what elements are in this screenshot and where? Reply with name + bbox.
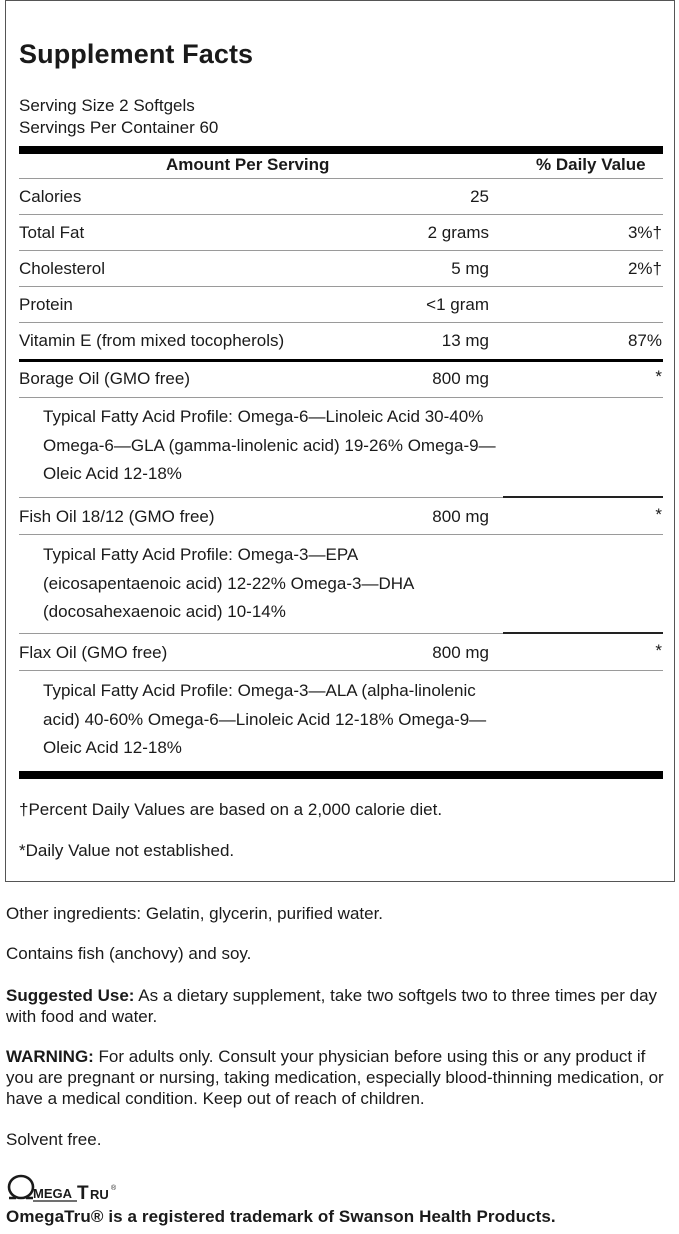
svg-text:®: ® <box>111 1185 117 1192</box>
divider <box>19 178 663 179</box>
ingredient-daily-value: * <box>655 505 662 524</box>
daily-value-footnote: †Percent Daily Values are based on a 2,000 calorie diet. <box>19 800 443 819</box>
daily-value-header: % Daily Value <box>536 155 646 174</box>
warning-label: WARNING: <box>6 1047 94 1066</box>
other-ingredients: Other ingredients: Gelatin, glycerin, purified water. <box>6 904 384 923</box>
nutrient-label: Cholesterol <box>19 259 105 278</box>
nutrient-label: Vitamin E (from mixed tocopherols) <box>19 331 285 350</box>
ingredient-label: Fish Oil 18/12 (GMO free) <box>19 507 215 526</box>
nutrient-amount: 25 <box>470 187 489 206</box>
nutrient-daily-value: 87% <box>627 331 662 350</box>
suggested-use-text: As a dietary supplement, take two softgels two to three times per day with food and water. <box>6 986 658 1026</box>
panel-title: Supplement Facts <box>19 39 254 69</box>
warning-text: For adults only. Consult your physician before using this or any product if you are pregnant or nursing, taking medication, especially blood-thinning medication, or have a medical condition. Keep out of reach of children. <box>6 1047 664 1108</box>
svg-text:MEGA: MEGA <box>33 1186 72 1201</box>
ingredient-amount: 800 mg <box>432 507 489 526</box>
warning <box>6 1046 671 1109</box>
fatty-acid-profile: Typical Fatty Acid Profile: Omega-6—Linoleic Acid 30-40% Omega-6—GLA (gamma-linolenic acid) 19-26% Omega-9—Oleic Acid 12-18% <box>43 407 496 483</box>
nutrient-label: Calories <box>19 187 82 206</box>
not-established-footnote: *Daily Value not established. <box>19 841 235 860</box>
suggested-use <box>6 985 671 1027</box>
solvent-free: Solvent free. <box>6 1130 102 1149</box>
svg-text:T: T <box>77 1183 89 1204</box>
nutrient-amount: 2 grams <box>427 223 489 242</box>
amount-per-serving-header: Amount Per Serving <box>166 155 330 174</box>
divider <box>19 286 663 287</box>
serving-size: Serving Size 2 Softgels <box>19 96 195 115</box>
allergen-statement: Contains fish (anchovy) and soy. <box>6 944 252 963</box>
nutrient-label: Protein <box>19 295 73 314</box>
servings-per-container: Servings Per Container 60 <box>19 118 219 137</box>
suggested-use-label: Suggested Use: <box>6 986 135 1005</box>
ingredient-amount: 800 mg <box>432 369 489 388</box>
nutrient-label: Total Fat <box>19 223 85 242</box>
divider <box>19 397 663 398</box>
ingredient-daily-value: * <box>655 367 662 386</box>
nutrient-amount: <1 gram <box>426 295 489 314</box>
nutrient-daily-value: 2%† <box>627 259 662 278</box>
divider <box>19 250 663 251</box>
divider <box>19 497 503 498</box>
nutrient-amount: 13 mg <box>441 331 489 350</box>
omegatru-logo <box>5 1168 135 1208</box>
divider <box>503 496 663 498</box>
nutrient-amount: 5 mg <box>451 259 489 278</box>
svg-text:RU: RU <box>90 1187 109 1202</box>
ingredient-amount: 800 mg <box>432 643 489 662</box>
fatty-acid-profile: Typical Fatty Acid Profile: Omega-3—ALA (alpha-linolenic acid) 40-60% Omega-6—Linoleic Acid 12-18% Omega-9—Oleic Acid 12-18% <box>43 681 487 757</box>
divider <box>19 633 503 634</box>
divider <box>19 534 663 535</box>
divider <box>19 322 663 323</box>
trademark-statement: OmegaTru® is a registered trademark of Swanson Health Products. <box>6 1207 556 1226</box>
divider <box>19 214 663 215</box>
supplement-facts-panel <box>5 0 675 882</box>
footer-rule <box>19 771 663 779</box>
ingredient-daily-value: * <box>655 641 662 660</box>
ingredient-label: Borage Oil (GMO free) <box>19 369 190 388</box>
divider <box>19 670 663 671</box>
fatty-acid-profile: Typical Fatty Acid Profile: Omega-3—EPA (eicosapentaenoic acid) 12-22% Omega-3—DHA (docosahexaenoic acid) 10-14% <box>43 545 414 621</box>
ingredient-label: Flax Oil (GMO free) <box>19 643 168 662</box>
section-rule <box>19 359 663 362</box>
divider <box>503 632 663 634</box>
nutrient-daily-value: 3%† <box>627 223 662 242</box>
header-rule <box>19 146 663 154</box>
